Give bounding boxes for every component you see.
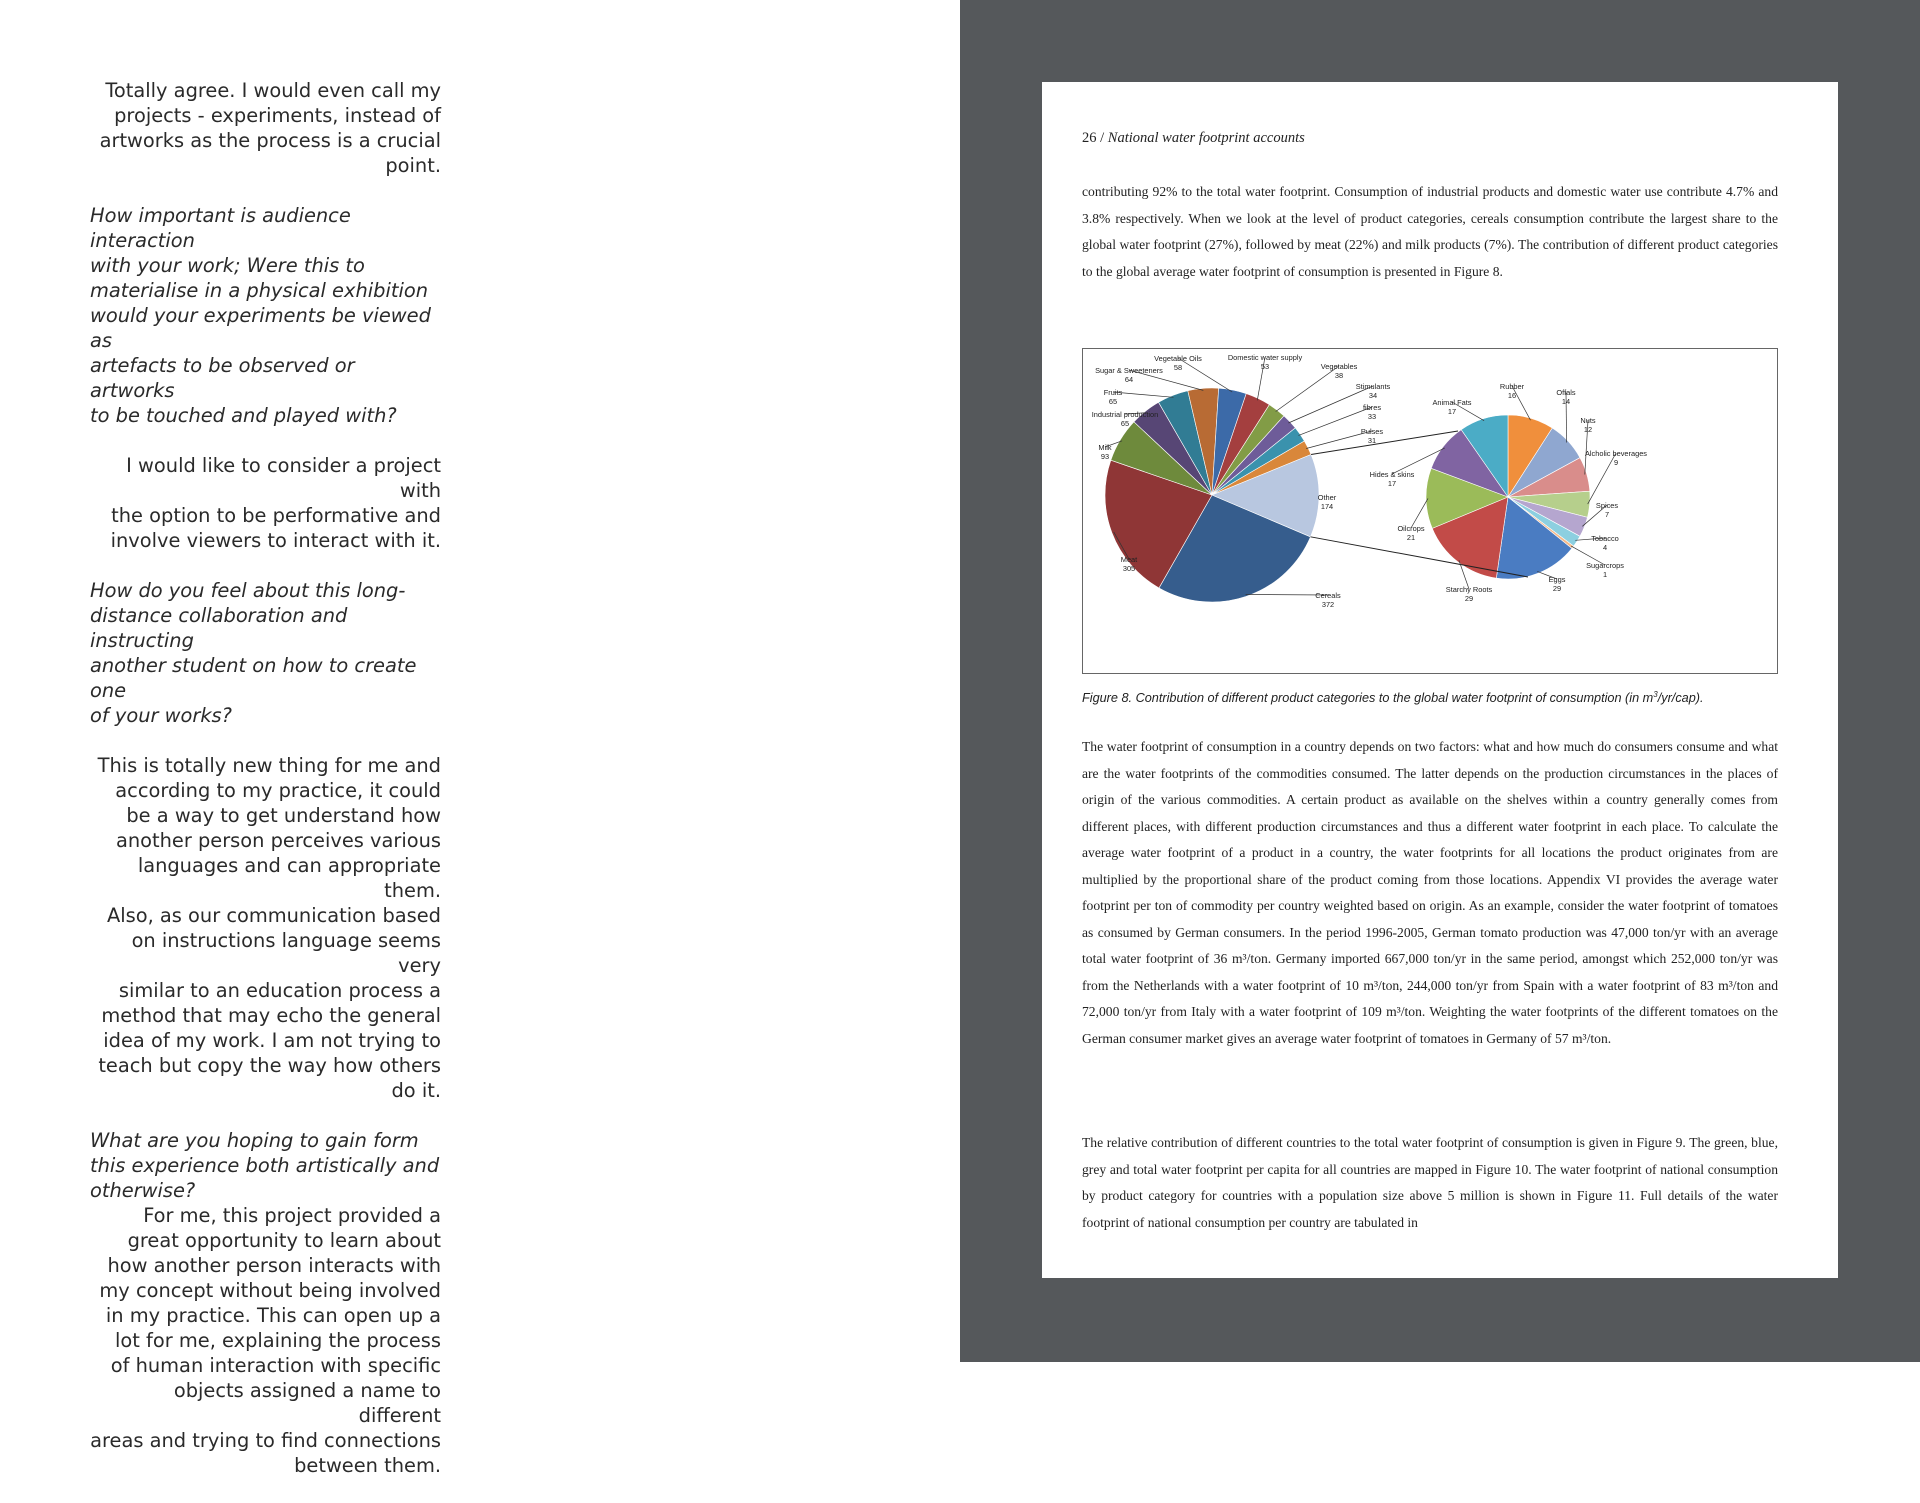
slice-label-value: 58 — [1173, 363, 1183, 372]
interview-answer — [90, 78, 441, 178]
slice-label-name: Other — [1317, 493, 1337, 502]
interview-question — [90, 1128, 441, 1203]
slice-label-name: Starchy Roots — [1445, 585, 1493, 594]
interview-question — [90, 578, 441, 728]
slice-label-name: Fruits — [1103, 388, 1123, 397]
slice-label — [1585, 449, 1647, 504]
interview-answer — [90, 753, 441, 1103]
text-line: languages and can appropriate them. — [137, 854, 441, 902]
slice-label-name: fibres — [1362, 403, 1382, 412]
slice-label — [1318, 493, 1337, 511]
text-line: I would like to consider a project with — [126, 454, 441, 502]
slice-label-value: 29 — [1464, 594, 1474, 603]
text-line: on instructions language seems very — [131, 929, 441, 977]
text-line: method that may echo the general — [101, 1004, 441, 1027]
text-line: idea of my work. I am not trying to — [103, 1029, 441, 1052]
text-line: This is totally new thing for me and — [97, 754, 441, 777]
text-line: another person perceives various — [115, 829, 441, 852]
slice-label-value: 17 — [1447, 407, 1457, 416]
text-line: do it. — [391, 1079, 441, 1102]
slice-label — [1397, 498, 1428, 542]
text-line: involve viewers to interact with it. — [110, 529, 441, 552]
slice-label-name: Eggs — [1548, 575, 1566, 584]
slice-label-value: 31 — [1367, 436, 1377, 445]
text-line: For me, this project provided a — [143, 1204, 441, 1227]
slice-label-name: Domestic water supply — [1227, 353, 1303, 362]
text-line: be a way to get understand how — [126, 804, 441, 827]
slice-label-value: 21 — [1406, 533, 1416, 542]
text-line: materialise in a physical exhibition — [90, 279, 428, 302]
slice-label-value: 65 — [1108, 397, 1118, 406]
text-line: distance collaboration and instructing — [90, 604, 348, 652]
document-page — [1042, 82, 1838, 1278]
slice-label-name: Stimulants — [1355, 382, 1391, 391]
slice-label — [1575, 534, 1618, 552]
body-paragraph-3: The relative contribution of different countries to the total water footprint of consumption is given in Figure 9. The green, blue, grey and total water footprint per capita for all countries are mapped in Figure 10. The water footprint of national consumption by product category for countries with a population size above 5 million is shown in Figure 11. Full details of the water footprint of national consumption per country are tabulated in — [1082, 1135, 1778, 1230]
slice-label-value: 4 — [1602, 543, 1608, 552]
slice-label — [1432, 398, 1484, 421]
text-line: teach but copy the way how others — [98, 1054, 441, 1077]
slice-label-name: Sugarcrops — [1586, 561, 1624, 570]
slice-label — [1276, 362, 1358, 412]
slice-label-value: 16 — [1507, 391, 1517, 400]
slice-label-value: 34 — [1368, 391, 1378, 400]
slice-label-name: Milk — [1098, 443, 1112, 452]
running-head-title: National water footprint accounts — [1107, 130, 1305, 146]
text-line: of human interaction with specific — [110, 1354, 441, 1377]
slice-label — [1095, 366, 1203, 390]
slice-label — [1500, 382, 1531, 420]
slice-label — [1154, 354, 1232, 392]
running-head — [1082, 130, 1305, 147]
text-line: this experience both artistically and — [90, 1154, 440, 1177]
slice-label-name: Vegetables — [1320, 362, 1358, 371]
slice-label-value: 305 — [1122, 564, 1136, 573]
slice-label — [1246, 591, 1341, 609]
text-line: of your works? — [90, 704, 232, 727]
interview-answer — [90, 1203, 441, 1478]
slice-label-value: 65 — [1120, 419, 1130, 428]
slice-label-value: 93 — [1100, 452, 1110, 461]
slice-label-name: Rubber — [1499, 382, 1525, 391]
leader-line — [1246, 595, 1328, 596]
slice-label-name: Vegetable Oils — [1154, 354, 1202, 363]
caption-superscript: 3 — [1653, 690, 1658, 699]
slice-label-name: Pulses — [1360, 427, 1384, 436]
body-paragraph-2: The water footprint of consumption in a country depends on two factors: what and how much do consumers consume and what are the water footprints of the commodities consumed. The latter depends on the production circumstances in the places of origin of the various commodities. A certain product as available on the shelves within a country generally comes from different places, with different production circumstances and thus a different water footprint in each place. To calculate the average water footprint of a product in a country, the water footprints for all locations the product originates from are multiplied by the proportional share of the product coming from those locations. Appendix VI provides the average water footprint per ton of commodity per country weighted based on origin. As an example, consider the water footprint of tomatoes as consumed by German consumers. In the period 1996-2005, German tomato production was 47,000 ton/yr with an average total water footprint of 36 m³/ton. Germany imported 667,000 ton/yr in the same period, amongst which 252,000 ton/yr was from the Netherlands with a water footprint of 10 m³/ton, 244,000 ton/yr from Spain with a water footprint of 83 m³/ton and 72,000 ton/yr from Italy with a water footprint of 109 m³/ton. Weighting the water footprints of the different tomatoes on the German consumer market gives an average water footprint of tomatoes in Germany of 57 m³/ton. — [1082, 739, 1778, 1046]
interview-question — [90, 203, 441, 428]
slice-label — [1537, 571, 1565, 593]
caption-text: Figure 8. Contribution of different product categories to the global water footprint of consumption (in m — [1082, 691, 1654, 706]
slice-label-name: Animal Fats — [1432, 398, 1472, 407]
text-line: artefacts to be observed or artworks — [90, 354, 355, 402]
slice-label-value: 372 — [1321, 600, 1335, 609]
connector-line-top — [1311, 431, 1458, 455]
slice-label-value: 1 — [1602, 570, 1608, 579]
slice-label-name: Industrial production — [1091, 410, 1159, 419]
text-line: objects assigned a name to different — [173, 1379, 441, 1427]
slice-label-value: 53 — [1260, 362, 1270, 371]
slice-label-value: 29 — [1552, 584, 1562, 593]
figure-caption — [1082, 690, 1704, 705]
text-line: How important is audience interaction — [90, 204, 351, 252]
text-line: with your work; Were this to — [90, 254, 365, 277]
body-paragraph-1: contributing 92% to the total water footprint. Consumption of industrial products and domestic water use contribute 4.7% and 3.8% respectively. When we look at the level of product categories, cereals consumption contribute the largest share to the global water footprint (27%), followed by meat (22%) and milk products (7%). The contribution of different product categories to the global average water footprint of consumption is presented in Figure 8. — [1082, 184, 1778, 279]
text-line: between them. — [294, 1454, 441, 1477]
slice-label-name: Cereals — [1315, 591, 1341, 600]
interview-text — [90, 78, 441, 1503]
slice-label-name: Sugar & Sweeteners — [1095, 366, 1163, 375]
left-page — [0, 0, 960, 1477]
slice-label-name: Tobacco — [1591, 534, 1619, 543]
text-line: point. — [385, 154, 441, 177]
interview-answer — [90, 453, 441, 553]
text-line: Also, as our communication based — [106, 904, 441, 927]
text-line: areas and trying to find connections — [90, 1429, 441, 1452]
text-line: to be touched and played with? — [90, 404, 397, 427]
text-line: another student on how to create one — [90, 654, 417, 702]
text-line: Totally agree. I would even call my — [105, 79, 441, 102]
text-line: in my practice. This can open up a — [105, 1304, 441, 1327]
slice-label-name: Oilcrops — [1397, 524, 1425, 533]
slice-label-value: 9 — [1613, 458, 1619, 467]
text-line: artworks as the process is a crucial — [99, 129, 441, 152]
slice-label-value: 7 — [1604, 510, 1610, 519]
slice-label-value: 33 — [1367, 412, 1377, 421]
leader-line — [1129, 370, 1203, 390]
slice-label-name: Offals — [1556, 388, 1576, 397]
text-line: how another person interacts with — [107, 1254, 441, 1277]
text-line: What are you hoping to gain form — [90, 1129, 419, 1152]
text-line: lot for me, explaining the process — [115, 1329, 441, 1352]
text-line: my concept without being involved — [99, 1279, 441, 1302]
slice-label-value: 14 — [1561, 397, 1571, 406]
text-line: similar to an education process a — [118, 979, 441, 1002]
text-line: projects - experiments, instead of — [114, 104, 441, 127]
slice-label-name: Alcholic beverages — [1584, 449, 1648, 458]
pie-chart-svg — [1083, 349, 1777, 673]
slice-label-value: 174 — [1320, 502, 1334, 511]
leader-line — [1178, 358, 1232, 392]
slice-label-name: Nuts — [1580, 416, 1596, 425]
slice-label-value: 17 — [1387, 479, 1397, 488]
slice-label-name: Meat — [1120, 555, 1138, 564]
text-line: according to my practice, it could — [115, 779, 441, 802]
text-line: would your experiments be viewed as — [90, 304, 431, 352]
slice-label-value: 38 — [1334, 371, 1344, 380]
slice-label-value: 64 — [1124, 375, 1134, 384]
slice-label — [1571, 546, 1624, 579]
text-line: How do you feel about this long- — [90, 579, 406, 602]
slice-label-value: 12 — [1583, 425, 1593, 434]
slice-label-name: Hides & skins — [1369, 470, 1415, 479]
leader-line — [1288, 386, 1373, 423]
slice-label-name: Spices — [1595, 501, 1619, 510]
page-number: 26 / — [1082, 130, 1108, 146]
text-line: great opportunity to learn about — [127, 1229, 441, 1252]
caption-text-end: /yr/cap). — [1657, 691, 1704, 706]
text-line: otherwise? — [90, 1179, 196, 1202]
text-line: the option to be performative and — [111, 504, 441, 527]
scanned-page-backdrop — [960, 0, 1920, 1362]
leader-line — [1588, 453, 1619, 504]
figure-8-chart — [1082, 348, 1778, 674]
